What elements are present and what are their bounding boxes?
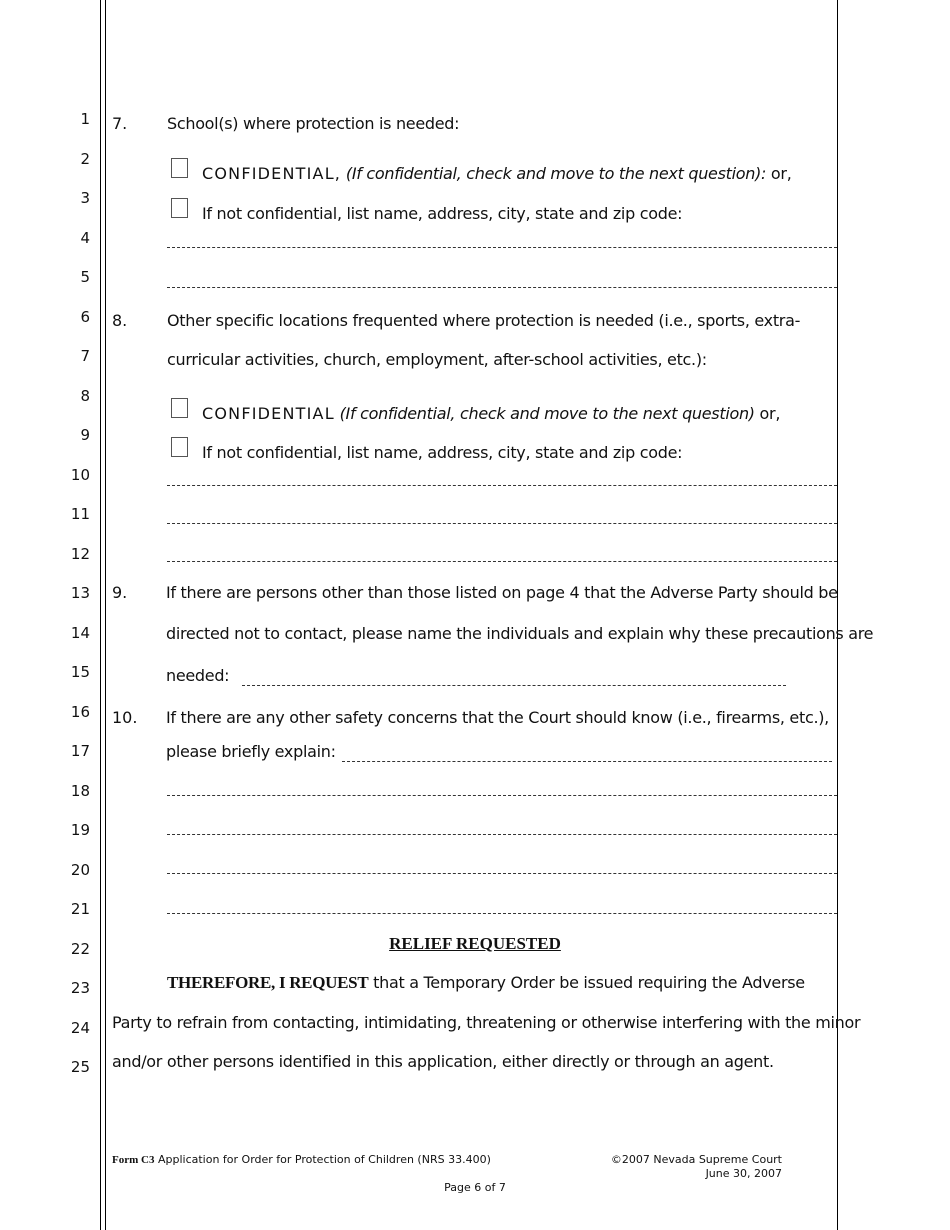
q7-confidential-note: (If confidential, check and move to the next question): bbox=[345, 164, 767, 183]
q9-number: 9. bbox=[112, 583, 128, 602]
q8-confidential-word: CONFIDENTIAL bbox=[202, 404, 335, 423]
line-number: 4 bbox=[80, 229, 90, 247]
q10-answer-line-4[interactable] bbox=[167, 913, 837, 914]
q10-answer-line-2[interactable] bbox=[167, 834, 837, 835]
line-number: 16 bbox=[70, 703, 90, 721]
left-margin-line-inner bbox=[105, 0, 106, 1230]
footer-page-number: Page 6 of 7 bbox=[444, 1181, 506, 1194]
line-number: 22 bbox=[70, 940, 90, 958]
line-number: 10 bbox=[70, 466, 90, 484]
relief-line1-rest: that a Temporary Order be issued requiring the Adverse bbox=[368, 973, 805, 992]
line-number: 23 bbox=[70, 979, 90, 997]
line-number: 11 bbox=[70, 505, 90, 523]
relief-lead: THEREFORE, I REQUEST bbox=[167, 973, 369, 992]
q8-label-line1: Other specific locations frequented where protection is needed (i.e., sports, extra- bbox=[167, 311, 801, 330]
left-margin-line-outer bbox=[100, 0, 101, 1230]
q8-confidential-note: (If confidential, check and move to the next question) bbox=[339, 404, 755, 423]
q8-number: 8. bbox=[112, 311, 128, 330]
q7-answer-line-1[interactable] bbox=[167, 247, 837, 248]
q7-confidential-checkbox[interactable] bbox=[171, 158, 188, 178]
footer-form-info bbox=[112, 1153, 491, 1167]
footer-date: June 30, 2007 bbox=[705, 1167, 782, 1180]
relief-line3: and/or other persons identified in this application, either directly or through an agent. bbox=[112, 1052, 774, 1071]
q8-not-confidential-checkbox[interactable] bbox=[171, 437, 188, 457]
line-number: 5 bbox=[80, 268, 90, 286]
q9-answer-line[interactable] bbox=[242, 685, 786, 686]
q7-number: 7. bbox=[112, 114, 128, 133]
line-number: 3 bbox=[80, 189, 90, 207]
q10-line1: If there are any other safety concerns that the Court should know (i.e., firearms, etc.), bbox=[166, 708, 829, 727]
q8-answer-line-1[interactable] bbox=[167, 485, 837, 486]
footer-form-id: Form C3 bbox=[112, 1154, 155, 1166]
right-margin-line bbox=[837, 0, 838, 1230]
line-number: 25 bbox=[70, 1058, 90, 1076]
q9-line3: needed: bbox=[166, 666, 230, 685]
line-number: 2 bbox=[80, 150, 90, 168]
q7-not-confidential-checkbox[interactable] bbox=[171, 198, 188, 218]
line-number: 24 bbox=[70, 1019, 90, 1037]
line-number: 7 bbox=[80, 347, 90, 365]
q7-answer-line-2[interactable] bbox=[167, 287, 837, 288]
line-number: 19 bbox=[70, 821, 90, 839]
line-number: 17 bbox=[70, 742, 90, 760]
q10-answer-line-3[interactable] bbox=[167, 873, 837, 874]
relief-line2: Party to refrain from contacting, intimidating, threatening or otherwise interfering with the minor bbox=[112, 1013, 861, 1032]
line-number: 6 bbox=[80, 308, 90, 326]
footer-form-title: Application for Order for Protection of Children (NRS 33.400) bbox=[154, 1153, 491, 1166]
q9-line1: If there are persons other than those listed on page 4 that the Adverse Party should be bbox=[166, 583, 838, 602]
q8-confidential-text bbox=[202, 404, 780, 424]
q7-confidential-word: CONFIDENTIAL, bbox=[202, 164, 342, 183]
line-number: 1 bbox=[80, 110, 90, 128]
q10-answer-line-inline[interactable] bbox=[342, 761, 832, 762]
q7-not-confidential-text: If not confidential, list name, address, city, state and zip code: bbox=[202, 204, 683, 223]
line-number: 15 bbox=[70, 663, 90, 681]
q7-confidential-text bbox=[202, 164, 791, 184]
line-number: 8 bbox=[80, 387, 90, 405]
q8-confidential-checkbox[interactable] bbox=[171, 398, 188, 418]
line-number: 9 bbox=[80, 426, 90, 444]
footer-copyright: ©2007 Nevada Supreme Court bbox=[610, 1153, 782, 1166]
q8-answer-line-2[interactable] bbox=[167, 523, 837, 524]
relief-line1 bbox=[167, 973, 805, 993]
line-number: 18 bbox=[70, 782, 90, 800]
line-number: 12 bbox=[70, 545, 90, 563]
q10-answer-line-1[interactable] bbox=[167, 795, 837, 796]
q10-line2: please briefly explain: bbox=[166, 742, 336, 761]
q9-line2: directed not to contact, please name the individuals and explain why these precautions are bbox=[166, 624, 874, 643]
q8-label-line2: curricular activities, church, employment, after-school activities, etc.): bbox=[167, 350, 707, 369]
q8-or: or, bbox=[759, 404, 781, 423]
q8-not-confidential-text: If not confidential, list name, address, city, state and zip code: bbox=[202, 443, 683, 462]
relief-heading: RELIEF REQUESTED bbox=[389, 934, 561, 953]
line-number: 13 bbox=[70, 584, 90, 602]
q10-number: 10. bbox=[112, 708, 138, 727]
q7-or: or, bbox=[770, 164, 792, 183]
line-number: 20 bbox=[70, 861, 90, 879]
q7-label: School(s) where protection is needed: bbox=[167, 114, 460, 133]
line-number: 14 bbox=[70, 624, 90, 642]
q8-answer-line-3[interactable] bbox=[167, 561, 837, 562]
line-number: 21 bbox=[70, 900, 90, 918]
